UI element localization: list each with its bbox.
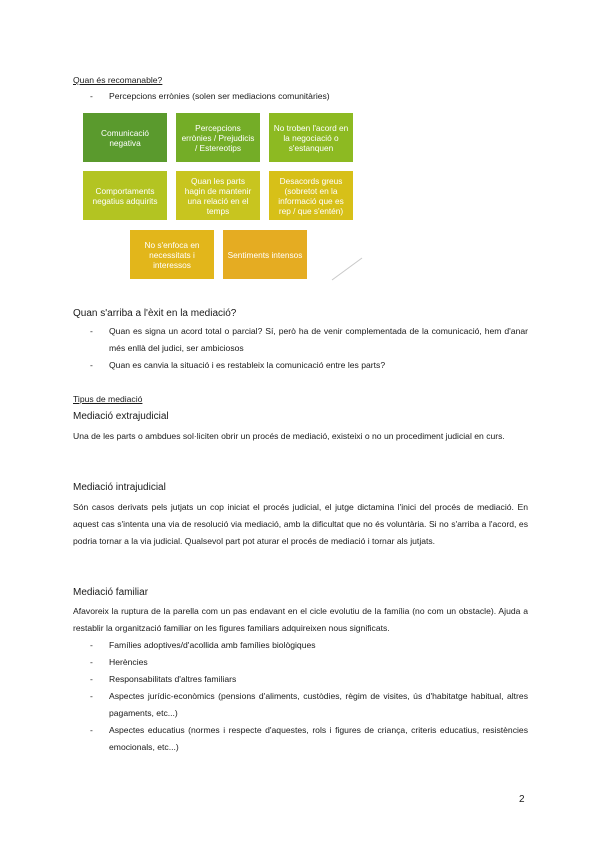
diagram-box-sentiments: Sentiments intensos xyxy=(223,230,307,279)
diagram-box-comunicacio: Comunicació negativa xyxy=(83,113,167,162)
diagram-box-relacio: Quan les parts hagin de mantenir una relació en el temps xyxy=(176,171,260,220)
heading-extrajudicial: Mediació extrajudicial xyxy=(73,411,169,422)
list-item: - Quan es signa un acord total o parcial? Sí, però ha de venir complementada de la comunicació, hem d'anar més enllà del judici, ser ambiciosos xyxy=(73,323,528,357)
page-number: 2 xyxy=(519,794,525,805)
section-title-tipus: Tipus de mediació xyxy=(73,394,143,404)
section-title-exit: Quan s'arriba a l'èxit en la mediació? xyxy=(73,308,237,319)
list-item: - Aspectes educatius (normes i respecte d'aquestes, rols i figures de criança, criteris educatius, resistències emocionals, etc...) xyxy=(73,722,528,756)
heading-familiar: Mediació familiar xyxy=(73,587,149,598)
heading-intrajudicial: Mediació intrajudicial xyxy=(73,482,166,493)
paragraph-familiar: Afavoreix la ruptura de la parella com un pas endavant en el cicle evolutiu de la família (no com un obstacle). Ajuda a restablir la organització familiar on les figures familiars adquireixen nous significats. xyxy=(73,606,528,633)
diagram-box-percepcions: Percepcions errònies / Prejudicis / Estereotips xyxy=(176,113,260,162)
list-item: - Herències xyxy=(73,654,528,671)
diagram-box-necessitats: No s'enfoca en necessitats i interessos xyxy=(130,230,214,279)
paragraph-extrajudicial: Una de les parts o ambdues sol·liciten obrir un procés de mediació, existeixi o no un procediment judicial en curs. xyxy=(73,431,505,441)
list-item: - Percepcions errònies (solen ser mediacions comunitàries) xyxy=(73,88,528,105)
list-item: - Aspectes jurídic-econòmics (pensions d'aliments, custòdies, règim de visites, ús d'habitatge habitual, altres pagaments, etc...) xyxy=(73,688,528,722)
section-title-recomanable: Quan és recomanable? xyxy=(73,75,163,85)
recomanable-list xyxy=(73,88,528,105)
familiar-list xyxy=(73,637,528,756)
diagram-box-no-acord: No troben l'acord en la negociació o s'estanquen xyxy=(269,113,353,162)
paragraph-intrajudicial: Són casos derivats pels jutjats un cop iniciat el procés judicial, el jutge dictamina l'inici del procés de mediació. En aquest cas s'intenta una via de resolució via mediació, amb la dificultat que no és voluntària. Si no s'arriba a l'acord, es podria tornar a la via judicial. Qualsevol part pot aturar el procés de mediació i tornar als jutjats. xyxy=(73,502,528,546)
list-item: - Famílies adoptives/d'acollida amb famílies biològiques xyxy=(73,637,528,654)
list-item: - Quan es canvia la situació i es restableix la comunicació entre les parts? xyxy=(73,357,528,374)
diagram-resize-mark xyxy=(330,256,364,282)
diagram-box-desacords: Desacords greus (sobretot en la informació que es rep / que s'entén) xyxy=(269,171,353,220)
list-item: - Responsabilitats d'altres familiars xyxy=(73,671,528,688)
exit-list xyxy=(73,323,528,374)
diagram-box-comportaments: Comportaments negatius adquirits xyxy=(83,171,167,220)
